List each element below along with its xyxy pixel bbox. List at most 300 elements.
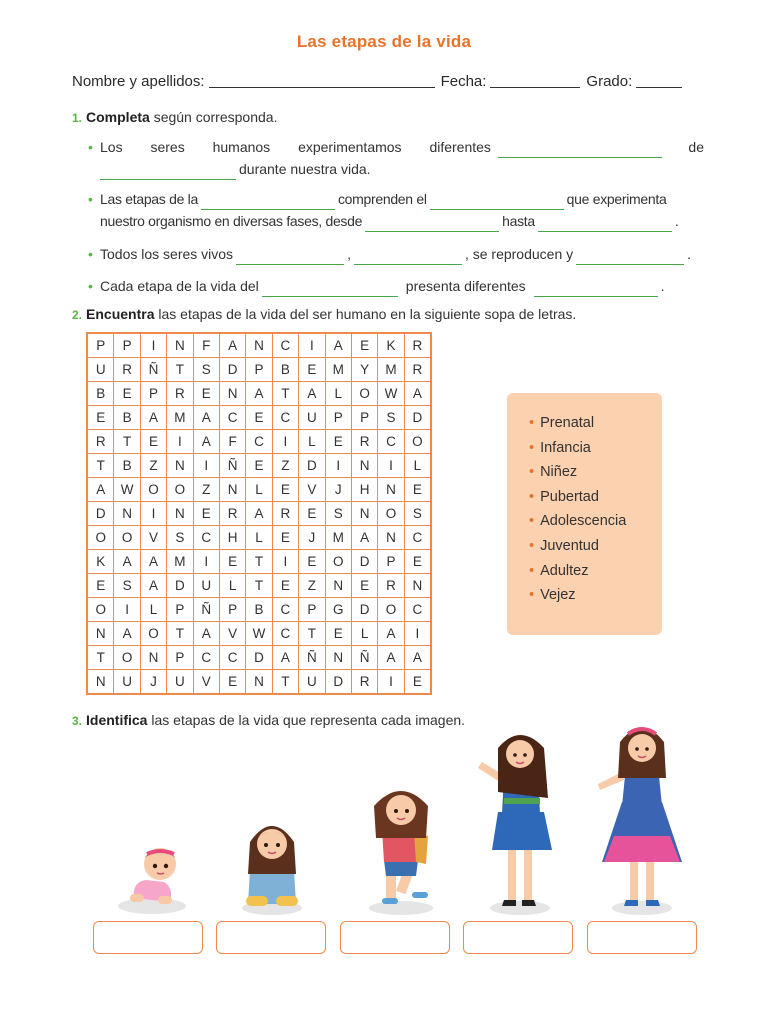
grade-field[interactable]	[636, 73, 682, 88]
grid-cell[interactable]: Ñ	[351, 646, 377, 670]
grid-cell[interactable]: C	[219, 406, 245, 430]
grid-cell[interactable]: E	[299, 550, 325, 574]
grid-cell[interactable]: U	[299, 406, 325, 430]
grid-cell[interactable]: E	[404, 478, 431, 502]
answer-blank[interactable]	[534, 281, 658, 297]
grid-cell[interactable]: S	[114, 574, 140, 598]
grid-row	[87, 382, 431, 406]
question-1-heading	[72, 109, 277, 125]
grid-cell[interactable]: B	[87, 382, 114, 406]
grid-cell[interactable]: Ñ	[219, 454, 245, 478]
grid-cell[interactable]: E	[325, 430, 351, 454]
grid-cell[interactable]: Ñ	[299, 646, 325, 670]
grid-cell[interactable]: W	[378, 382, 404, 406]
grid-cell[interactable]: M	[325, 526, 351, 550]
grid-cell[interactable]: I	[140, 502, 166, 526]
bullet-text: que experimenta	[566, 191, 667, 207]
grid-cell[interactable]: C	[193, 526, 219, 550]
grid-cell[interactable]: G	[325, 598, 351, 622]
grid-row	[87, 574, 431, 598]
grid-cell[interactable]: D	[325, 670, 351, 695]
word-label: Adultez	[540, 562, 589, 579]
grid-cell[interactable]: L	[325, 382, 351, 406]
grid-cell[interactable]: S	[325, 502, 351, 526]
grid-cell[interactable]: L	[246, 526, 272, 550]
bullet-text: .	[674, 213, 679, 229]
grid-cell[interactable]: N	[219, 382, 245, 406]
grid-cell[interactable]: N	[87, 622, 114, 646]
bullet-text: Los seres humanos experimentamos diferentes	[100, 139, 491, 155]
adult-illustration	[590, 720, 690, 918]
grid-cell[interactable]: T	[246, 550, 272, 574]
grid-cell[interactable]: E	[272, 526, 298, 550]
answer-blank[interactable]	[236, 249, 344, 265]
grid-cell[interactable]: J	[299, 526, 325, 550]
grid-cell[interactable]: A	[351, 526, 377, 550]
bullet-text: .	[687, 246, 692, 262]
grid-cell[interactable]: R	[351, 430, 377, 454]
grid-cell[interactable]: R	[87, 430, 114, 454]
grid-cell[interactable]: O	[404, 430, 431, 454]
grid-cell[interactable]: A	[193, 406, 219, 430]
grid-cell[interactable]: T	[87, 454, 114, 478]
grid-cell[interactable]: L	[140, 598, 166, 622]
bullet-dot: •	[88, 139, 93, 155]
grid-cell[interactable]: A	[219, 333, 245, 358]
bullet-text: durante nuestra vida.	[239, 161, 371, 177]
word-label: Adolescencia	[540, 513, 627, 530]
grid-cell[interactable]: E	[114, 382, 140, 406]
grid-cell[interactable]: D	[404, 406, 431, 430]
name-label: Nombre y apellidos:	[72, 73, 205, 90]
grid-cell[interactable]: R	[404, 358, 431, 382]
grid-cell[interactable]: N	[167, 502, 193, 526]
grid-cell[interactable]: V	[219, 622, 245, 646]
date-label: Fecha:	[440, 73, 487, 90]
grid-cell[interactable]: P	[140, 382, 166, 406]
grid-cell[interactable]: C	[193, 646, 219, 670]
grid-cell[interactable]: P	[167, 598, 193, 622]
grid-cell[interactable]: I	[114, 598, 140, 622]
grid-cell[interactable]: R	[351, 670, 377, 695]
grid-cell[interactable]: E	[193, 502, 219, 526]
grid-cell[interactable]: J	[325, 478, 351, 502]
grid-cell[interactable]: A	[140, 406, 166, 430]
grid-row	[87, 406, 431, 430]
grid-cell[interactable]: R	[114, 358, 140, 382]
grid-cell[interactable]: T	[167, 358, 193, 382]
grid-cell[interactable]: I	[272, 550, 298, 574]
grid-cell[interactable]: C	[272, 622, 298, 646]
grid-cell[interactable]: A	[114, 550, 140, 574]
grid-cell[interactable]: Z	[272, 454, 298, 478]
grid-cell[interactable]: E	[219, 550, 245, 574]
word-label: Infancia	[540, 439, 591, 456]
grid-cell[interactable]: F	[219, 430, 245, 454]
grid-cell[interactable]: E	[140, 430, 166, 454]
word-search-grid[interactable]	[86, 332, 432, 695]
grid-cell[interactable]: W	[246, 622, 272, 646]
grid-row	[87, 502, 431, 526]
grid-cell[interactable]: D	[299, 454, 325, 478]
grid-cell[interactable]: B	[114, 406, 140, 430]
grid-cell[interactable]: D	[351, 598, 377, 622]
bullet-dot: •	[88, 191, 93, 207]
grid-cell[interactable]: D	[351, 550, 377, 574]
grid-row	[87, 622, 431, 646]
grid-cell[interactable]: C	[246, 430, 272, 454]
grid-cell[interactable]: E	[272, 478, 298, 502]
grid-cell[interactable]: A	[193, 622, 219, 646]
word-list-item	[529, 415, 662, 440]
grid-cell[interactable]: F	[193, 333, 219, 358]
bullet-text: hasta	[502, 213, 535, 229]
bullet-dot: •	[529, 488, 535, 505]
grid-cell[interactable]: C	[219, 646, 245, 670]
grid-cell[interactable]: N	[351, 454, 377, 478]
grid-cell[interactable]: C	[378, 430, 404, 454]
question-2-heading	[72, 306, 576, 322]
grid-cell[interactable]: U	[299, 670, 325, 695]
grid-cell[interactable]: J	[140, 670, 166, 695]
grid-cell[interactable]: O	[378, 502, 404, 526]
bullet-dot: •	[88, 278, 93, 294]
grid-cell[interactable]: O	[378, 598, 404, 622]
question-verb: Identifica	[86, 712, 148, 728]
bullet-dot: •	[88, 246, 93, 262]
answer-box-1[interactable]	[93, 921, 203, 954]
grid-cell[interactable]: L	[219, 574, 245, 598]
bullet-text: de	[688, 139, 704, 155]
grid-cell[interactable]: I	[272, 430, 298, 454]
grid-cell[interactable]: I	[167, 430, 193, 454]
word-label: Niñez	[540, 464, 578, 481]
grid-cell[interactable]: S	[193, 358, 219, 382]
question-verb: Encuentra	[86, 306, 155, 322]
grid-cell[interactable]: U	[167, 670, 193, 695]
bullet-text: nuestro organismo en diversas fases, desde	[100, 213, 363, 229]
page-title: Las etapas de la vida	[296, 32, 472, 51]
grid-cell[interactable]: O	[140, 478, 166, 502]
grid-cell[interactable]: N	[246, 670, 272, 695]
bullet-dot: •	[529, 439, 535, 456]
grid-cell[interactable]: L	[351, 622, 377, 646]
grid-cell[interactable]: M	[378, 358, 404, 382]
grid-cell[interactable]: A	[404, 646, 431, 670]
grid-cell[interactable]: I	[378, 454, 404, 478]
grid-cell[interactable]: Z	[140, 454, 166, 478]
grid-cell[interactable]: Ñ	[140, 358, 166, 382]
grid-cell[interactable]: O	[167, 478, 193, 502]
grid-cell[interactable]: P	[87, 333, 114, 358]
grid-cell[interactable]: I	[404, 622, 431, 646]
grid-row	[87, 333, 431, 358]
grid-row	[87, 646, 431, 670]
bullet-text: .	[660, 278, 665, 294]
grid-cell[interactable]: E	[246, 406, 272, 430]
grid-cell[interactable]: E	[246, 454, 272, 478]
grid-cell[interactable]: E	[404, 550, 431, 574]
bullet-dot: •	[529, 415, 535, 431]
grid-cell[interactable]: A	[404, 382, 431, 406]
grid-cell[interactable]: N	[378, 526, 404, 550]
grid-cell[interactable]: L	[246, 478, 272, 502]
grid-cell[interactable]: A	[299, 382, 325, 406]
question-number: 1.	[72, 111, 83, 125]
grid-cell[interactable]: O	[87, 598, 114, 622]
grid-cell[interactable]: V	[140, 526, 166, 550]
grid-cell[interactable]: P	[167, 646, 193, 670]
grid-cell[interactable]: N	[219, 478, 245, 502]
grid-cell[interactable]: A	[140, 574, 166, 598]
question-verb: Completa	[86, 109, 150, 125]
grid-cell[interactable]: R	[167, 382, 193, 406]
word-list-item	[529, 538, 662, 563]
answer-blank[interactable]	[100, 164, 236, 180]
grid-row	[87, 430, 431, 454]
grid-cell[interactable]: N	[378, 478, 404, 502]
bullet-text: ,	[347, 246, 351, 262]
grid-cell[interactable]: Ñ	[193, 598, 219, 622]
baby-illustration	[112, 838, 192, 918]
grid-cell[interactable]: N	[246, 333, 272, 358]
word-list-box	[507, 393, 662, 635]
name-field[interactable]	[209, 73, 435, 88]
grid-cell[interactable]: I	[299, 333, 325, 358]
grid-cell[interactable]: N	[167, 454, 193, 478]
answer-blank[interactable]	[498, 142, 662, 158]
word-list-item	[529, 587, 662, 612]
grid-cell[interactable]: A	[114, 622, 140, 646]
grid-cell[interactable]: N	[87, 670, 114, 695]
grid-cell[interactable]: T	[87, 646, 114, 670]
bullet-text: presenta diferentes	[405, 278, 526, 294]
bullet-dot: •	[529, 464, 535, 481]
answer-box-3[interactable]	[340, 921, 450, 954]
bullet-text: Cada etapa de la vida del	[100, 278, 259, 294]
grid-cell[interactable]: Y	[351, 358, 377, 382]
grid-cell[interactable]: T	[299, 622, 325, 646]
grid-cell[interactable]: I	[193, 550, 219, 574]
grid-cell[interactable]: B	[114, 454, 140, 478]
grid-cell[interactable]: D	[167, 574, 193, 598]
grid-cell[interactable]: R	[272, 502, 298, 526]
grid-cell[interactable]: E	[299, 358, 325, 382]
grid-cell[interactable]: I	[140, 333, 166, 358]
grid-cell[interactable]: A	[378, 622, 404, 646]
grid-cell[interactable]: P	[299, 598, 325, 622]
grid-cell[interactable]: L	[299, 430, 325, 454]
grid-cell[interactable]: D	[87, 502, 114, 526]
grid-cell[interactable]: E	[351, 574, 377, 598]
grid-cell[interactable]: I	[378, 670, 404, 695]
word-list	[507, 393, 662, 612]
word-list-item	[529, 563, 662, 588]
grid-cell[interactable]: P	[219, 598, 245, 622]
bullet-dot: •	[529, 562, 535, 579]
q1-bullet-2	[88, 188, 704, 232]
grid-row	[87, 670, 431, 695]
grid-cell[interactable]: I	[325, 454, 351, 478]
grid-cell[interactable]: C	[404, 598, 431, 622]
grid-cell[interactable]: B	[272, 358, 298, 382]
grid-cell[interactable]: A	[246, 382, 272, 406]
grid-cell[interactable]: E	[87, 406, 114, 430]
question-3-heading	[72, 712, 465, 728]
grid-cell[interactable]: K	[378, 333, 404, 358]
bullet-text: comprenden el	[337, 191, 427, 207]
grid-cell[interactable]: C	[272, 598, 298, 622]
answer-blank[interactable]	[262, 281, 398, 297]
question-text: según corresponda.	[153, 109, 278, 125]
grid-cell[interactable]: A	[378, 646, 404, 670]
grid-cell[interactable]: S	[167, 526, 193, 550]
grid-row	[87, 478, 431, 502]
grid-cell[interactable]: E	[351, 333, 377, 358]
word-label: Vejez	[540, 587, 576, 604]
grid-cell[interactable]: M	[167, 406, 193, 430]
bullet-dot: •	[529, 537, 535, 554]
grid-cell[interactable]: N	[167, 333, 193, 358]
grid-row	[87, 550, 431, 574]
grid-cell[interactable]: H	[351, 478, 377, 502]
grid-cell[interactable]: V	[299, 478, 325, 502]
question-number: 2.	[72, 308, 83, 322]
grid-cell[interactable]: P	[325, 406, 351, 430]
bullet-text: Todos los seres vivos	[100, 246, 234, 262]
q1-bullet-1	[88, 136, 704, 180]
grid-cell[interactable]: K	[87, 550, 114, 574]
grid-cell[interactable]: P	[114, 333, 140, 358]
girl-illustration	[356, 780, 446, 918]
word-list-item	[529, 440, 662, 465]
grid-cell[interactable]: Z	[193, 478, 219, 502]
answer-blank[interactable]	[430, 194, 564, 210]
grid-cell[interactable]: A	[193, 430, 219, 454]
grid-cell[interactable]: O	[351, 382, 377, 406]
grid-cell[interactable]: S	[378, 406, 404, 430]
word-label: Juventud	[540, 537, 599, 554]
answer-blank[interactable]	[201, 194, 335, 210]
bullet-text: , se reproducen y	[464, 246, 574, 262]
grid-row	[87, 454, 431, 478]
grid-cell[interactable]: N	[325, 574, 351, 598]
answer-blank[interactable]	[354, 249, 462, 265]
grid-cell[interactable]: U	[114, 670, 140, 695]
grid-cell[interactable]: T	[167, 622, 193, 646]
q1-bullet-3	[88, 243, 704, 265]
grid-cell[interactable]: M	[167, 550, 193, 574]
grid-cell[interactable]: O	[325, 550, 351, 574]
grid-cell[interactable]: T	[272, 670, 298, 695]
grade-label: Grado:	[586, 73, 633, 90]
word-label: Pubertad	[540, 488, 599, 505]
grid-cell[interactable]: S	[404, 502, 431, 526]
answer-box-4[interactable]	[463, 921, 573, 954]
grid-cell[interactable]: I	[193, 454, 219, 478]
grid-cell[interactable]: E	[193, 382, 219, 406]
word-label: Prenatal	[540, 415, 595, 431]
grid-cell[interactable]: N	[404, 574, 431, 598]
child-illustration	[232, 812, 312, 918]
grid-cell[interactable]: T	[114, 430, 140, 454]
answer-box-2[interactable]	[216, 921, 326, 954]
question-number: 3.	[72, 714, 83, 728]
grid-cell[interactable]: R	[378, 574, 404, 598]
grid-cell[interactable]: O	[114, 526, 140, 550]
grid-cell[interactable]: B	[246, 598, 272, 622]
grid-cell[interactable]: M	[325, 358, 351, 382]
grid-cell[interactable]: W	[114, 478, 140, 502]
grid-cell[interactable]: N	[351, 502, 377, 526]
word-list-item	[529, 513, 662, 538]
grid-cell[interactable]: T	[246, 574, 272, 598]
grid-cell[interactable]: U	[193, 574, 219, 598]
grid-cell[interactable]: R	[219, 502, 245, 526]
grid-cell[interactable]: T	[272, 382, 298, 406]
bullet-dot: •	[529, 513, 535, 530]
grid-cell[interactable]: O	[114, 646, 140, 670]
grid-cell[interactable]: E	[404, 670, 431, 695]
grid-cell[interactable]: V	[193, 670, 219, 695]
grid-cell[interactable]: C	[272, 406, 298, 430]
date-field[interactable]	[490, 73, 580, 88]
grid-cell[interactable]: E	[87, 574, 114, 598]
grid-row	[87, 526, 431, 550]
grid-cell[interactable]: U	[87, 358, 114, 382]
grid-cell[interactable]: P	[246, 358, 272, 382]
answer-blank[interactable]	[538, 216, 672, 232]
grid-cell[interactable]: R	[404, 333, 431, 358]
grid-cell[interactable]: N	[325, 646, 351, 670]
grid-row	[87, 598, 431, 622]
grid-cell[interactable]: H	[219, 526, 245, 550]
grid-cell[interactable]: E	[299, 502, 325, 526]
teenager-illustration	[468, 728, 564, 918]
grid-cell[interactable]: E	[219, 670, 245, 695]
question-text: las etapas de la vida del ser humano en la siguiente sopa de letras.	[158, 306, 577, 322]
word-list-item	[529, 464, 662, 489]
answer-box-5[interactable]	[587, 921, 697, 954]
grid-cell[interactable]: P	[378, 550, 404, 574]
grid-cell[interactable]: E	[272, 574, 298, 598]
grid-cell[interactable]: A	[325, 333, 351, 358]
grid-cell[interactable]: L	[404, 454, 431, 478]
grid-cell[interactable]: A	[87, 478, 114, 502]
word-list-item	[529, 489, 662, 514]
grid-cell[interactable]: N	[114, 502, 140, 526]
grid-cell[interactable]: Z	[299, 574, 325, 598]
answer-blank[interactable]	[576, 249, 684, 265]
grid-cell[interactable]: C	[404, 526, 431, 550]
bullet-text: Las etapas de la	[100, 191, 198, 207]
grid-cell[interactable]: O	[87, 526, 114, 550]
bullet-dot: •	[529, 587, 535, 604]
grid-cell[interactable]: C	[272, 333, 298, 358]
grid-cell[interactable]: D	[246, 646, 272, 670]
grid-cell[interactable]: A	[140, 550, 166, 574]
grid-cell[interactable]: A	[272, 646, 298, 670]
q1-bullet-4	[88, 275, 704, 297]
grid-cell[interactable]: O	[140, 622, 166, 646]
grid-cell[interactable]: D	[219, 358, 245, 382]
question-text: las etapas de la vida que representa cada imagen.	[151, 712, 466, 728]
grid-cell[interactable]: N	[140, 646, 166, 670]
grid-cell[interactable]: P	[351, 406, 377, 430]
grid-cell[interactable]: E	[325, 622, 351, 646]
answer-blank[interactable]	[365, 216, 499, 232]
grid-cell[interactable]: A	[246, 502, 272, 526]
